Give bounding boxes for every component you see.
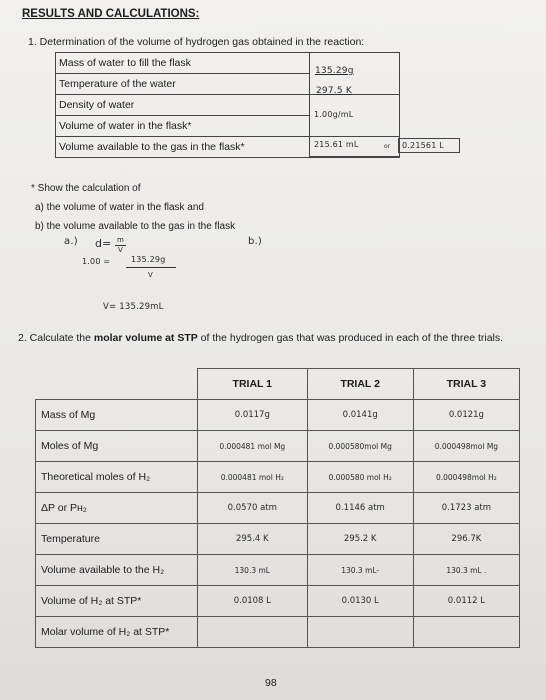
table-row — [36, 493, 520, 524]
row-label-volume-water: Volume of water in the flask* — [56, 116, 310, 137]
row-label: Volume of H₂ at STP* — [36, 586, 198, 617]
q2-title-post: of the hydrogen gas that was produced in each of the three trials. — [197, 332, 504, 344]
row-label-temperature: Temperature of the water — [56, 74, 310, 95]
q2-table — [35, 368, 520, 648]
cell-value — [307, 617, 413, 648]
q1-table — [55, 52, 310, 158]
value-volume-water: 215.61 mL — [314, 140, 359, 149]
row-label: Temperature — [36, 524, 198, 555]
question-1-title: 1. Determination of the volume of hydrogen gas obtained in the reaction: — [28, 36, 365, 48]
fraction-bar — [126, 267, 176, 268]
table-row — [56, 116, 310, 137]
work-formula-v: V — [118, 246, 123, 254]
value-temperature: 297.5 K — [316, 86, 352, 96]
table-row — [36, 431, 520, 462]
cell-value: 295.4 K — [198, 524, 308, 555]
cell-value: 0.000498mol Mg — [413, 431, 519, 462]
cell-value: 0.1723 atm — [413, 493, 519, 524]
header-trial-2: TRIAL 2 — [307, 369, 413, 400]
header-empty-cell — [36, 369, 198, 400]
value-volume-liters: 0.21561 L — [398, 138, 460, 153]
value-or: or — [384, 143, 391, 150]
note-a: a) the volume of water in the flask and — [35, 202, 204, 213]
results-header: RESULTS AND CALCULATIONS: — [22, 8, 200, 20]
cell-value: 0.0570 atm — [198, 493, 308, 524]
row-label: Molar volume of H₂ at STP* — [36, 617, 198, 648]
row-label: Theoretical moles of H₂ — [36, 462, 198, 493]
row-label: Volume available to the H₂ — [36, 555, 198, 586]
work-line2-den: V — [148, 271, 153, 279]
cell-value: 0.0141g — [307, 400, 413, 431]
work-formula-d: d= — [95, 237, 112, 250]
row-label: ΔP or Pʜ₂ — [36, 493, 198, 524]
cell-value: 0.0130 L — [307, 586, 413, 617]
row-label-mass-water: Mass of water to fill the flask — [56, 53, 310, 74]
q1-value-divider — [310, 136, 400, 137]
cell-value: 0.0108 L — [198, 586, 308, 617]
cell-value — [413, 617, 519, 648]
row-label: Moles of Mg — [36, 431, 198, 462]
table-row — [56, 74, 310, 95]
table-row — [56, 53, 310, 74]
cell-value — [198, 617, 308, 648]
q1-value-divider — [310, 157, 400, 158]
q2-title-bold: molar volume at STP — [93, 332, 198, 344]
work-line2-num: 135.29g — [131, 255, 166, 264]
cell-value: 0.000498mol H₂ — [413, 462, 519, 493]
cell-value: 296.7K — [413, 524, 519, 555]
table-row — [36, 400, 520, 431]
header-trial-3: TRIAL 3 — [413, 369, 519, 400]
table-row — [36, 617, 520, 648]
cell-value: 130.3 mL- — [307, 555, 413, 586]
table-row — [36, 524, 520, 555]
table-row — [56, 137, 310, 158]
table-row — [56, 95, 310, 116]
page-number: 98 — [265, 677, 277, 689]
header-trial-1: TRIAL 1 — [198, 369, 308, 400]
cell-value: 130.3 mL . — [413, 555, 519, 586]
note-b: b) the volume available to the gas in the flask — [35, 221, 236, 232]
value-mass-water: 135.29g — [315, 66, 354, 76]
table-row — [36, 586, 520, 617]
cell-value: 0.000481 mol H₂ — [198, 462, 308, 493]
question-2-title — [18, 330, 518, 346]
cell-value: 0.0121g — [413, 400, 519, 431]
q2-title-pre: 2. Calculate the — [18, 332, 94, 344]
work-a-label: a.) — [64, 236, 78, 247]
row-label-density: Density of water — [56, 95, 310, 116]
work-b-label: b.) — [248, 236, 263, 247]
cell-value: 0.000580mol Mg — [307, 431, 413, 462]
work-line2-left: 1.00 = — [82, 257, 111, 266]
table-header-row — [36, 369, 520, 400]
cell-value: 0.000481 mol Mg — [198, 431, 308, 462]
note-show: * Show the calculation of — [31, 183, 141, 194]
work-formula-m: m — [117, 236, 125, 244]
row-label: Mass of Mg — [36, 400, 198, 431]
cell-value: 0.000580 mol H₂ — [307, 462, 413, 493]
table-row — [36, 555, 520, 586]
row-label-volume-gas: Volume available to the gas in the flask* — [56, 137, 310, 158]
table-row — [36, 462, 520, 493]
work-line3: V= 135.29mL — [103, 302, 164, 312]
cell-value: 130.3 mL — [198, 555, 308, 586]
value-density: 1.00g/mL — [314, 110, 354, 119]
cell-value: 0.0117g — [198, 400, 308, 431]
cell-value: 295.2 K — [307, 524, 413, 555]
cell-value: 0.1146 atm — [307, 493, 413, 524]
cell-value: 0.0112 L — [413, 586, 519, 617]
